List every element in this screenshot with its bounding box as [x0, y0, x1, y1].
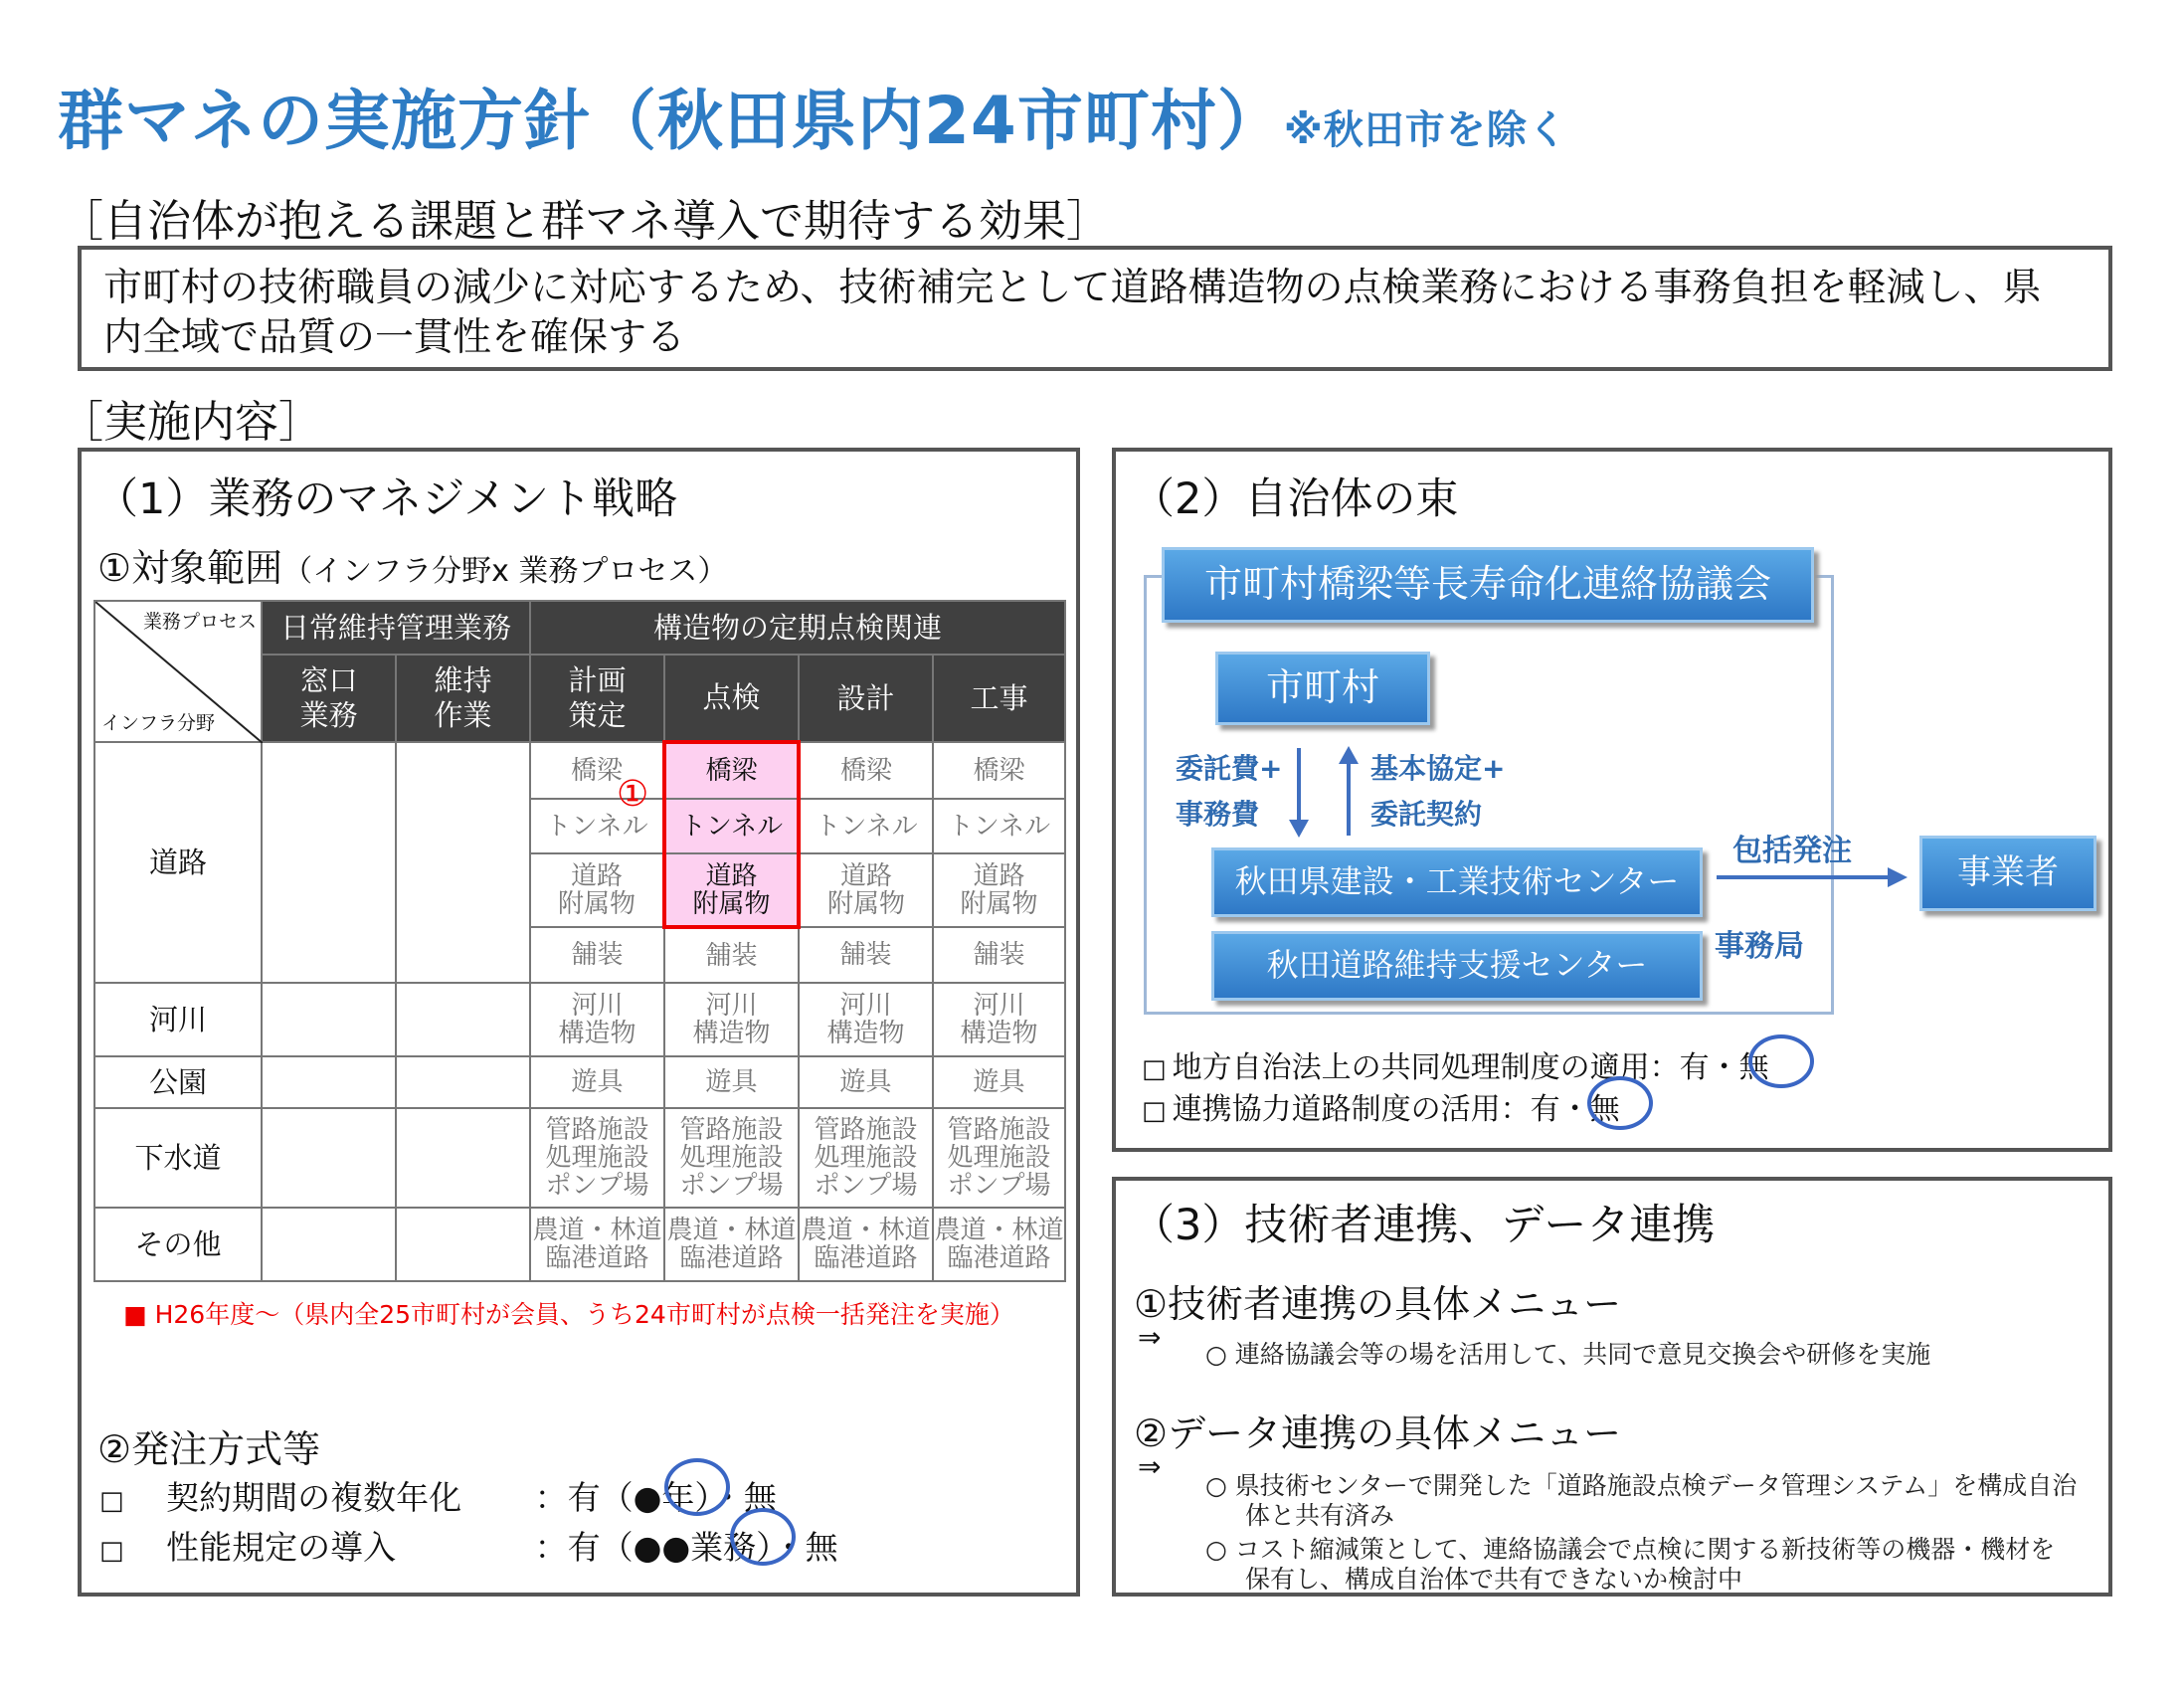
cell-road-accessory: 道路 附属物 [799, 853, 933, 927]
panel1-title: （1）業務のマネジメント戦略 [95, 474, 678, 524]
cell-other-facility: 農道・林道 臨港道路 [664, 1208, 799, 1281]
summary-box [78, 246, 2112, 371]
row-header-road: 道路 [94, 742, 262, 983]
scope-note: （インフラ分野x 業務プロセス） [282, 554, 728, 589]
bundle-item-label: 連携協力道路制度の活用：有・ [1172, 1092, 1590, 1127]
summary-line1: 市町村の技術職員の減少に対応するため、技術補完として道路構造物の点検業務における事務負担を軽減し、県 [103, 266, 2042, 310]
engineer-menu-title: ①技術者連携の具体メニュー [1134, 1282, 1622, 1326]
data-menu-item1-line2: 体と共有済み [1245, 1501, 1395, 1530]
col-header-counter: 窓口 業務 [262, 655, 396, 742]
bundle-item-selected: 無 [1589, 1092, 1620, 1127]
panel3-title: （3）技術者連携、データ連携 [1132, 1201, 1716, 1250]
summary-line2: 内全域で品質の一貫性を確保する [103, 315, 686, 360]
scope-matrix [93, 600, 1066, 1282]
row-header-other: その他 [94, 1208, 262, 1281]
order-item-performance [99, 1522, 838, 1569]
highlight-marker: ① [617, 774, 649, 815]
cell-river-structure: 河川 構造物 [664, 983, 799, 1056]
bundle-item-selected: 無 [1738, 1050, 1769, 1085]
cell-other-facility: 農道・林道 臨港道路 [933, 1208, 1065, 1281]
row-header-sewer: 下水道 [94, 1108, 262, 1208]
engineer-menu-item: ○ 連絡協議会等の場を活用して、共同で意見交換会や研修を実施 [1205, 1340, 1931, 1369]
scope-title: ①対象範囲 [97, 546, 283, 590]
cell-tunnel: トンネル [933, 799, 1065, 853]
secretariat-label: 事務局 [1715, 929, 1804, 964]
order-label: 性能規定の導入 [166, 1528, 397, 1567]
cell-tunnel: トンネル [530, 799, 664, 853]
bundle-item-road-cooperation [1142, 1084, 1620, 1128]
section-content: ［実施内容］ [60, 397, 322, 448]
checkbox-icon: □ [99, 1536, 124, 1566]
cell-empty [396, 742, 530, 983]
header-group-daily: 日常維持管理業務 [262, 601, 530, 655]
corner-top-label: 業務プロセス [142, 611, 257, 633]
flow-arrows-icon [1283, 744, 1382, 840]
scope-heading [97, 537, 727, 592]
cell-empty [262, 742, 396, 983]
cell-empty [396, 983, 530, 1056]
council-box: 市町村橋梁等長寿命化連絡協議会 [1162, 547, 1814, 623]
cell-tunnel-highlight: トンネル [664, 799, 799, 853]
checkbox-icon: □ [1142, 1096, 1167, 1126]
page-title [58, 68, 1568, 162]
selected-circle-icon [730, 1508, 796, 1566]
footnote [123, 1295, 1014, 1331]
cell-empty [396, 1108, 530, 1208]
footnote-text: H26年度～（県内全25市町村が会員、うち24市町村が点検一括発注を実施） [154, 1300, 1014, 1329]
cell-empty [262, 1056, 396, 1108]
cell-pavement: 舗装 [664, 927, 799, 983]
cell-empty [262, 1108, 396, 1208]
col-header-inspection: 点検 [664, 655, 799, 742]
checkbox-icon: □ [99, 1486, 124, 1516]
cell-empty [262, 1208, 396, 1281]
cell-tunnel: トンネル [799, 799, 933, 853]
cell-bridge: 橋梁 [933, 742, 1065, 799]
bundle-item-label: 地方自治法上の共同処理制度の適用：有・ [1172, 1050, 1739, 1085]
order-value: ：有（●年）・ [534, 1478, 744, 1517]
cell-pavement: 舗装 [799, 927, 933, 983]
cell-bridge: 橋梁 [530, 742, 664, 799]
cell-river-structure: 河川 構造物 [933, 983, 1065, 1056]
arrow-icon: ⇒ [1138, 1321, 1162, 1354]
municipality-box: 市町村 [1215, 652, 1430, 725]
left-flow-label: 委託費+ 事務費 [1176, 752, 1283, 831]
contractor-box: 事業者 [1919, 836, 2096, 911]
order-value: ：有（●●業務）・ [534, 1528, 806, 1567]
row-header-park: 公園 [94, 1056, 262, 1108]
selected-circle-icon [1587, 1076, 1653, 1130]
bundle-item-joint-processing [1142, 1042, 1769, 1086]
row-header-river: 河川 [94, 983, 262, 1056]
cell-bridge-highlight: 橋梁 [664, 742, 799, 799]
cell-sewer-facility: 管路施設 処理施設 ポンプ場 [799, 1108, 933, 1208]
right-arrow-icon [1715, 865, 1910, 889]
corner-bottom-label: インフラ分野 [101, 712, 216, 734]
cell-pavement: 舗装 [933, 927, 1065, 983]
order-selected: 無 [743, 1478, 777, 1517]
cell-pavement: 舗装 [530, 927, 664, 983]
footnote-square-icon: ■ [123, 1300, 147, 1329]
cell-sewer-facility: 管路施設 処理施設 ポンプ場 [933, 1108, 1065, 1208]
cell-empty [262, 983, 396, 1056]
order-selected: 無 [805, 1528, 838, 1567]
cell-empty [396, 1208, 530, 1281]
selected-circle-icon [664, 1458, 730, 1516]
cell-empty [396, 1056, 530, 1108]
title-main: 群マネの実施方針（秋田県内24市町村） [58, 83, 1284, 159]
section-issues: ［自治体が抱える課題と群マネ導入で期待する効果］ [60, 196, 1110, 247]
cell-bridge: 橋梁 [799, 742, 933, 799]
cell-road-accessory-highlight: 道路 附属物 [664, 853, 799, 927]
col-header-construction: 工事 [933, 655, 1065, 742]
cell-road-accessory: 道路 附属物 [933, 853, 1065, 927]
data-menu-title: ②データ連携の具体メニュー [1134, 1411, 1622, 1455]
arrow-icon: ⇒ [1138, 1450, 1162, 1483]
checkbox-icon: □ [1142, 1054, 1167, 1084]
matrix-corner [94, 601, 262, 742]
cell-playground: 遊具 [664, 1056, 799, 1108]
selected-circle-icon [1748, 1034, 1814, 1088]
cell-playground: 遊具 [530, 1056, 664, 1108]
center1-box: 秋田県建設・工業技術センター [1211, 847, 1703, 917]
order-title: ②発注方式等 [97, 1427, 321, 1471]
center2-box: 秋田道路維持支援センター [1211, 931, 1703, 1001]
data-menu-item2-line2: 保有し、構成自治体で共有できないか検討中 [1245, 1565, 1743, 1594]
right-flow-label: 基本協定+ 委託契約 [1370, 752, 1506, 831]
col-header-planning: 計画 策定 [530, 655, 664, 742]
cell-sewer-facility: 管路施設 処理施設 ポンプ場 [664, 1108, 799, 1208]
cell-playground: 遊具 [933, 1056, 1065, 1108]
bulk-order-label: 包括発注 [1732, 834, 1852, 868]
title-note: ※秋田市を除く [1283, 107, 1568, 153]
col-header-design: 設計 [799, 655, 933, 742]
cell-playground: 遊具 [799, 1056, 933, 1108]
data-menu-item2-line1: ○ コスト縮減策として、連絡協議会で点検に関する新技術等の機器・機材を [1205, 1535, 2056, 1564]
data-menu-item1-line1: ○ 県技術センターで開発した「道路施設点検データ管理システム」を構成自治 [1205, 1471, 2078, 1500]
order-label: 契約期間の複数年化 [166, 1478, 462, 1517]
cell-other-facility: 農道・林道 臨港道路 [530, 1208, 664, 1281]
panel2-title: （2）自治体の束 [1132, 474, 1459, 524]
header-group-inspection: 構造物の定期点検関連 [530, 601, 1065, 655]
cell-river-structure: 河川 構造物 [799, 983, 933, 1056]
cell-other-facility: 農道・林道 臨港道路 [799, 1208, 933, 1281]
col-header-maintenance: 維持 作業 [396, 655, 530, 742]
cell-river-structure: 河川 構造物 [530, 983, 664, 1056]
cell-road-accessory: 道路 附属物 [530, 853, 664, 927]
cell-sewer-facility: 管路施設 処理施設 ポンプ場 [530, 1108, 664, 1208]
